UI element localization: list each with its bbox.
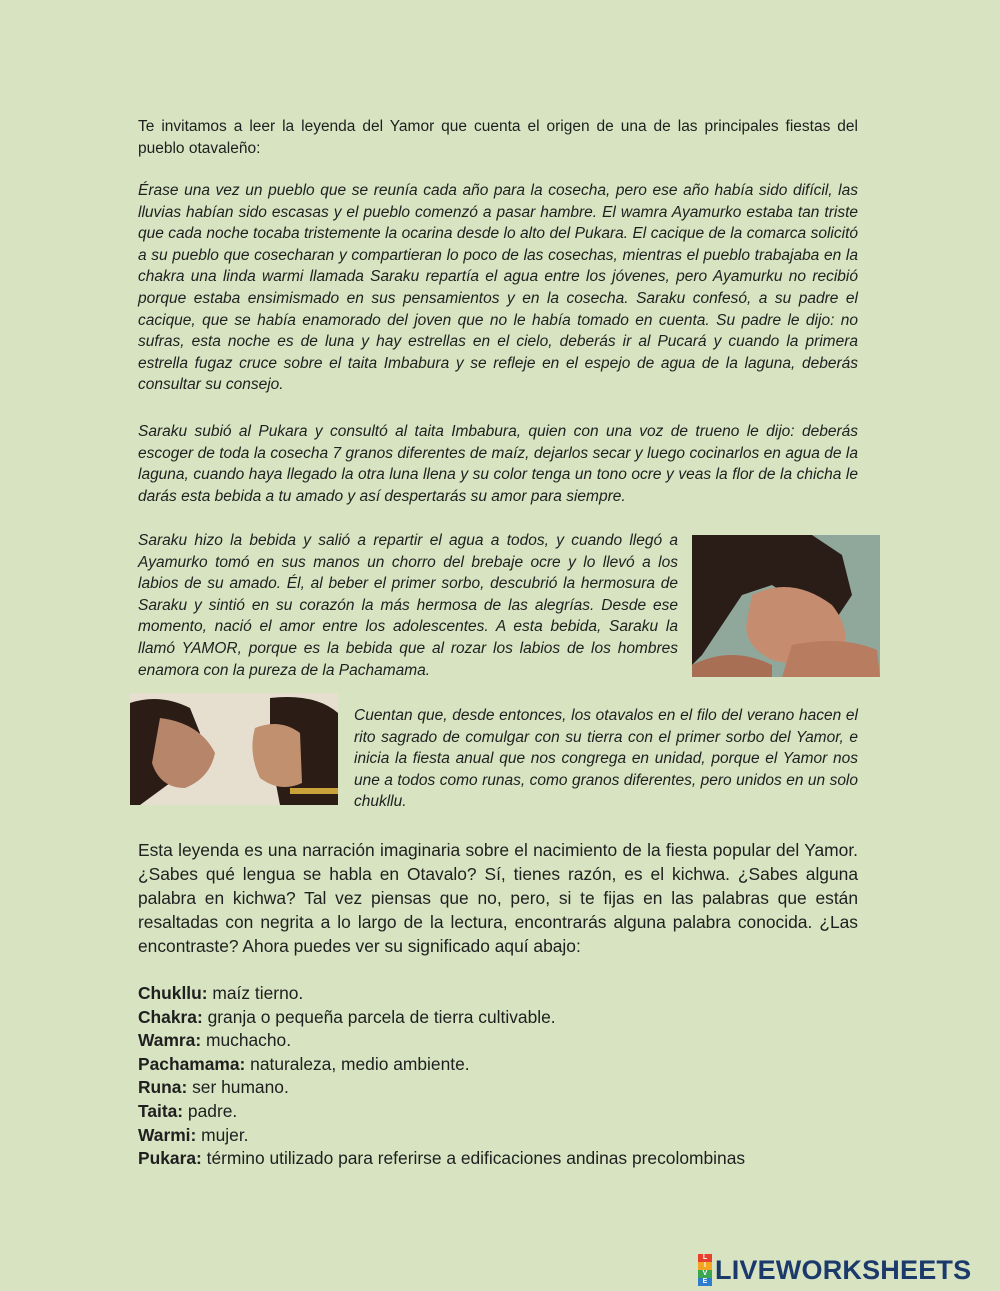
liveworksheets-logo-icon xyxy=(698,1254,712,1286)
glossary-term: Pachamama: xyxy=(138,1053,246,1074)
glossary-definition: padre. xyxy=(183,1100,238,1121)
glossary-item xyxy=(138,1076,898,1100)
glossary-definition: naturaleza, medio ambiente. xyxy=(245,1053,470,1074)
glossary-definition: granja o pequeña parcela de tierra cultivable. xyxy=(202,1006,556,1027)
liveworksheets-logo-text: LIVEWORKSHEETS xyxy=(715,1254,972,1285)
intro-paragraph: Te invitamos a leer la leyenda del Yamor que cuenta el origen de una de las principales fiestas del pueblo otavaleño: xyxy=(138,118,858,157)
glossary-item xyxy=(138,1124,898,1148)
legend-paragraph-2: Saraku subió al Pukara y consultó al taita Imbabura, quien con una voz de trueno le dijo: deberás escoger de toda la cosecha 7 granos diferentes de maíz, dejarlos secar y luego cocinarlos en agua de la laguna, cuando haya llegado la otra luna llena y su color tenga un tono ocre y veas la flor de la chicha le darás esta bebida a tu amado y así despertarás su amor para siempre. xyxy=(138,423,858,505)
glossary-term: Pukara: xyxy=(138,1148,202,1169)
couple-illustration xyxy=(130,693,338,805)
logo-mark-letter: I xyxy=(698,1262,712,1270)
legend-paragraph-1: Érase una vez un pueblo que se reunía cada año para la cosecha, pero ese año había sido difícil, las lluvias habían sido escasas y el pueblo comenzó a pasar hambre. El wamra Ayamurko estaba tan triste que cada noche tocaba tristemente la ocarina desde lo alto del Pukara. El cacique de la comarca solicitó a su pueblo que cosecharan y compartieran lo poco de las cosechas, mientras el pueblo trabajaba en la chakra una linda warmi llamada Saraku repartía el agua entre los jóvenes, pero Ayamurku no recibió porque estaba ensimismado en sus pensamientos y en la cosecha. Saraku confesó, a su padre el cacique, que se había enamorado del joven que no le había tomado en cuenta. Su padre le dijo: no sufras, esta noche es de luna y hay estrellas en el cielo, deberás ir al Pucará y cuando la primera estrella fugaz cruce sobre el taita Imbabura y se refleje en el espejo de agua de la laguna, deberás consultar su consejo. xyxy=(138,182,858,394)
glossary-definition: mujer. xyxy=(196,1124,249,1145)
logo-mark-letter: L xyxy=(698,1254,712,1262)
glossary-item xyxy=(138,1100,898,1124)
glossary-term: Warmi: xyxy=(138,1124,197,1145)
liveworksheets-logo[interactable] xyxy=(698,1254,971,1286)
glossary-item xyxy=(138,982,898,1006)
glossary-definition: ser humano. xyxy=(187,1077,289,1098)
drinking-man-illustration xyxy=(692,535,880,677)
glossary-item xyxy=(138,1053,898,1077)
glossary-item xyxy=(138,1006,898,1030)
glossary-definition: término utilizado para referirse a edificaciones andinas precolombinas xyxy=(201,1148,746,1169)
explanation-paragraph: Esta leyenda es una narración imaginaria sobre el nacimiento de la fiesta popular del Yamor. ¿Sabes qué lengua se habla en Otavalo? Sí, tienes razón, es el kichwa. ¿Sabes alguna palabra en kichwa? Tal vez piensas que no, pero, si te fijas en las palabras que están resaltadas con negrita a lo largo de la lectura, encontrarás alguna palabra conocida. ¿Las encontraste? Ahora puedes ver su significado aquí abajo: xyxy=(138,840,858,956)
glossary-term: Wamra: xyxy=(138,1030,202,1051)
legend-paragraph-4: Cuentan que, desde entonces, los otavalos en el filo del verano hacen el rito sagrado de comulgar con su tierra con el primer sorbo del Yamor, e inicia la fiesta anual que nos congrega en unidad, porque el Yamor nos une a todos como runas, como granos diferentes, pero unidos en un solo chukllu. xyxy=(354,707,858,811)
legend-paragraph-3: Saraku hizo la bebida y salió a repartir el agua a todos, y cuando llegó a Ayamurko tomó en sus manos un chorro del brebaje ocre y lo llevó a los labios de su amado. Él, al beber el primer sorbo, descubrió la hermosura de Saraku y sintió en su corazón la más hermosa de las alegrías. Desde ese momento, nació el amor entre los adolescentes. A esta bebida, Saraku la llamó YAMOR, porque es la bebida que al rozar los labios de los hombres enamora con la pureza de la Pachamama. xyxy=(138,532,678,679)
glossary-item xyxy=(138,1029,898,1053)
glossary-list xyxy=(138,982,898,1171)
logo-mark-letter: E xyxy=(698,1278,712,1286)
glossary-term: Taita: xyxy=(138,1100,184,1121)
logo-mark-letter: V xyxy=(698,1270,712,1278)
glossary-definition: maíz tierno. xyxy=(207,983,304,1003)
glossary-item xyxy=(138,1147,898,1171)
glossary-definition: muchacho. xyxy=(201,1030,292,1051)
glossary-term: Runa: xyxy=(138,1077,188,1098)
glossary-term: Chukllu: xyxy=(138,983,208,1003)
glossary-term: Chakra: xyxy=(138,1006,203,1027)
